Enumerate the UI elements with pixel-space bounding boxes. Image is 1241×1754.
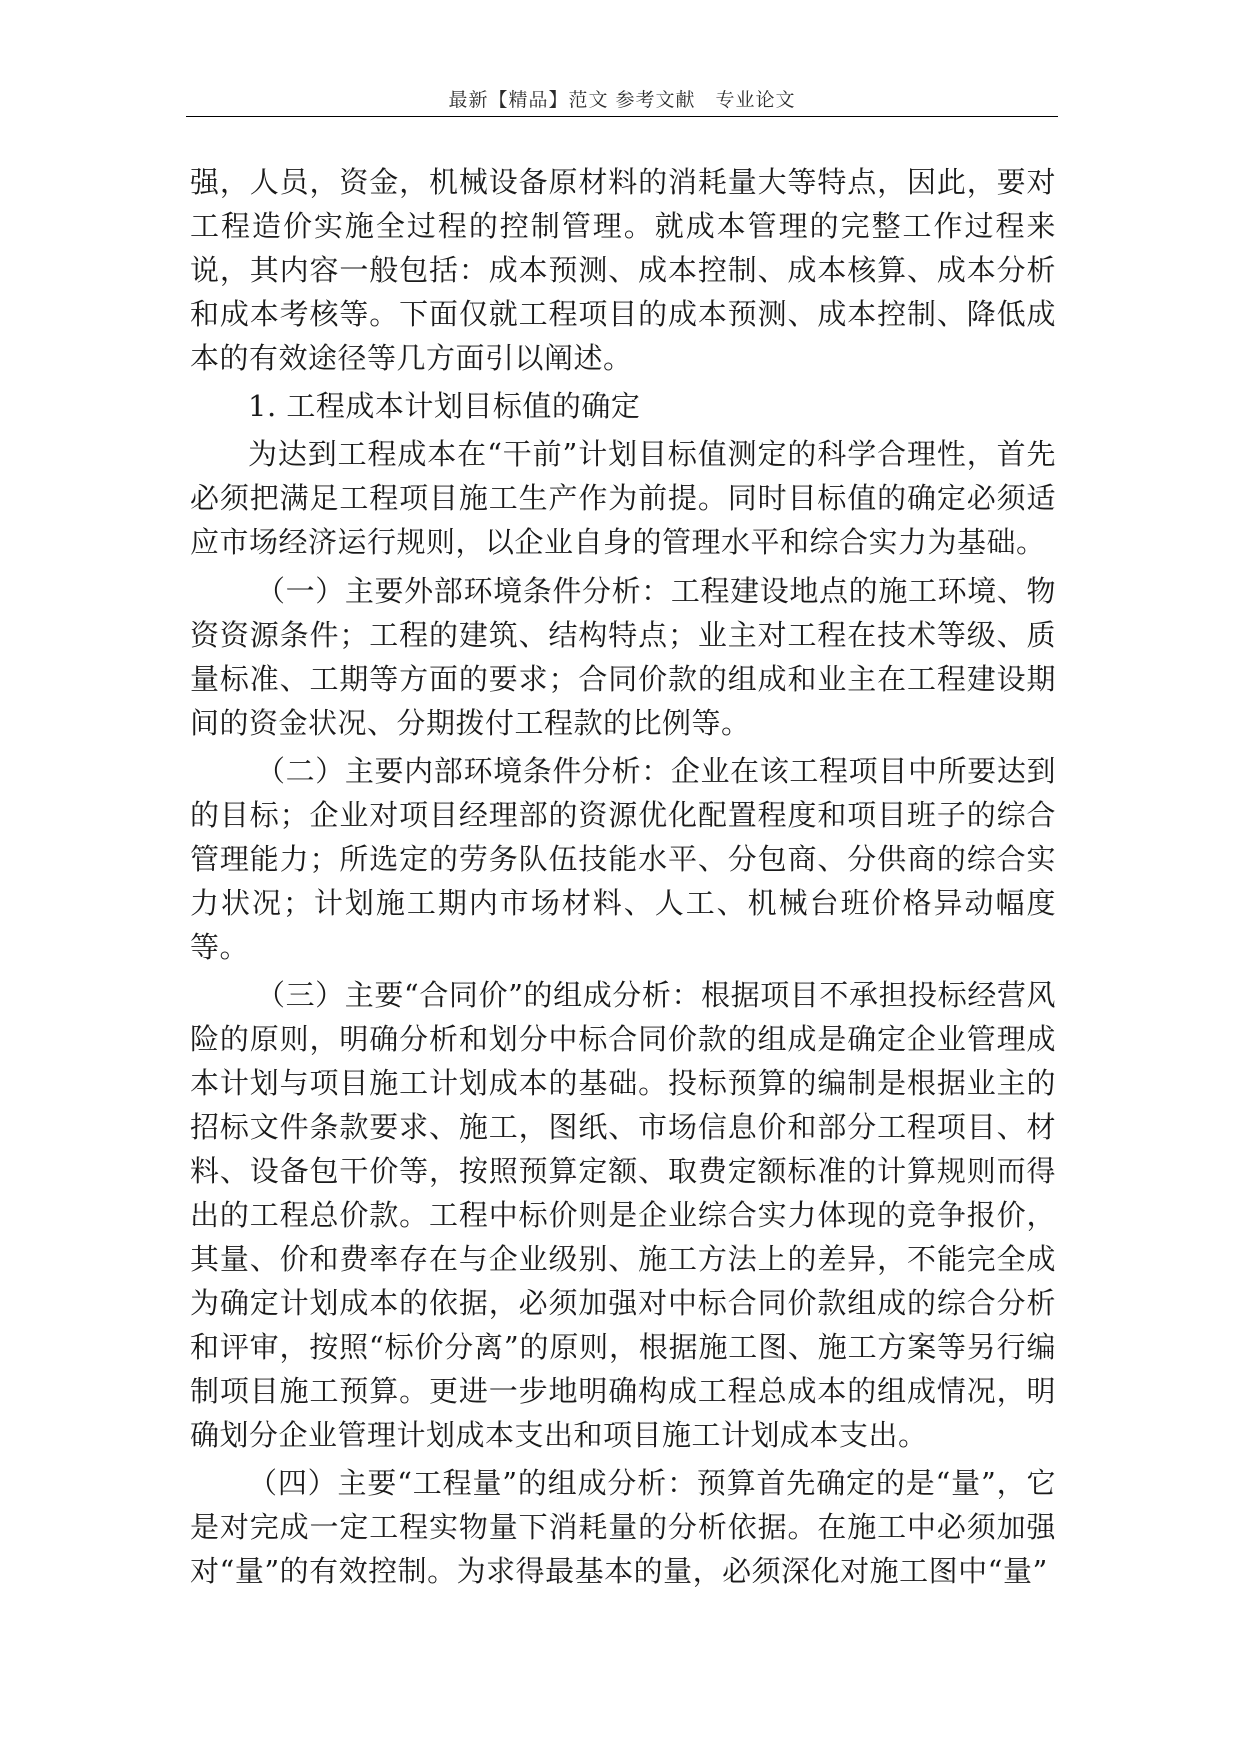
paragraph-quantity-analysis: （四）主要“工程量”的组成分析：预算首先确定的是“量”，它是对完成一定工程实物量下消耗量的分析依据。在施工中必须加强对“量”的有效控制。为求得最基本的量，必须深化对施工图中“量” [190, 1466, 1056, 1589]
header-rule [186, 116, 1058, 117]
paragraph-contract-price-analysis: （三）主要“合同价”的组成分析：根据项目不承担投标经营风险的原则，明确分析和划分中标合同价款的组成是确定企业管理成本计划与项目施工计划成本的基础。投标预算的编制是根据业主的招标文件条款要求、施工，图纸、市场信息价和部分工程项目、材料、设备包干价等，按照预算定额、取费定额标准的计算规则而得出的工程总价款。工程中标价则是企业综合实力体现的竞争报价，其量、价和费率存在与企业级别、施工方法上的差异，不能完全成为确定计划成本的依据，必须加强对中标合同价款组成的综合分析和评审，按照“标价分离”的原则，根据施工图、施工方案等另行编制项目施工预算。更进一步地明确构成工程总成本的组成情况，明确划分企业管理计划成本支出和项目施工计划成本支出。 [190, 977, 1056, 1452]
paragraph-target-value: 为达到工程成本在“干前”计划目标值测定的科学合理性，首先必须把满足工程项目施工生产作为前提。同时目标值的确定必须适应市场经济运行规则，以企业自身的管理水平和综合实力为基础。 [190, 437, 1056, 560]
paragraph-internal-analysis: （二）主要内部环境条件分析：企业在该工程项目中所要达到的目标；企业对项目经理部的资源优化配置程度和项目班子的综合管理能力；所选定的劳务队伍技能水平、分包商、分供商的综合实力状况；计划施工期内市场材料、人工、机械台班价格异动幅度等。 [190, 753, 1056, 964]
section-heading: 1. 工程成本计划目标值的确定 [248, 389, 641, 424]
page-header: 最新【精品】范文 参考文献 专业论文 [448, 89, 796, 111]
paragraph-intro: 强，人员，资金，机械设备原材料的消耗量大等特点，因此，要对工程造价实施全过程的控制管理。就成本管理的完整工作过程来说，其内容一般包括：成本预测、成本控制、成本核算、成本分析和成本考核等。下面仅就工程项目的成本预测、成本控制、降低成本的有效途径等几方面引以阐述。 [190, 165, 1056, 375]
paragraph-external-analysis: （一）主要外部环境条件分析：工程建设地点的施工环境、物资资源条件；工程的建筑、结构特点；业主对工程在技术等级、质量标准、工期等方面的要求；合同价款的组成和业主在工程建设期间的资金状况、分期拨付工程款的比例等。 [190, 573, 1056, 740]
document-body [190, 160, 1056, 1597]
